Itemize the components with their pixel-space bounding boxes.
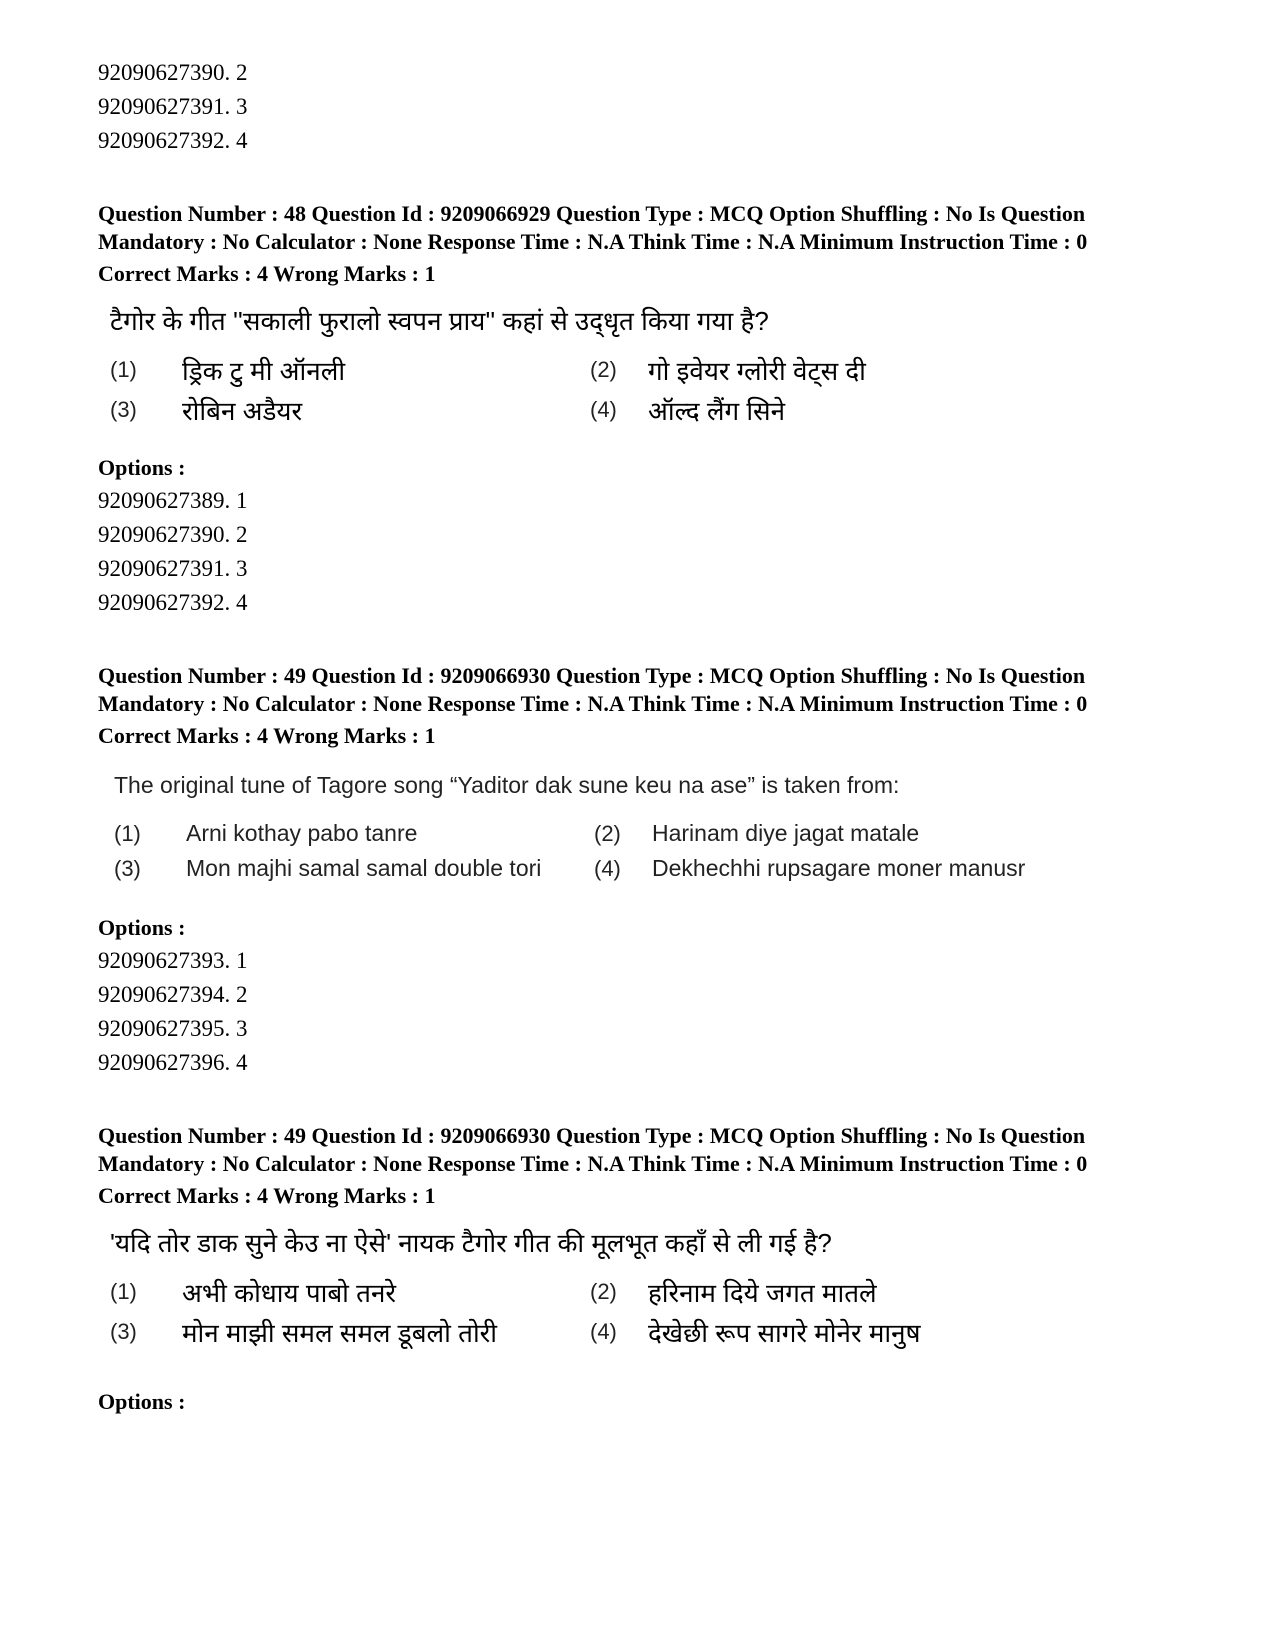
- question-block-49-english: [98, 662, 1178, 1080]
- option-line: 92090627393. 1: [98, 948, 248, 973]
- choice-text: Mon majhi samal samal double tori: [186, 855, 542, 881]
- question-text: 'यदि तोर डाक सुने केउ ना ऐसे' नायक टैगोर गीत की मूलभूत कहाँ से ली गई है?: [110, 1228, 832, 1258]
- choice-number: (3): [114, 855, 141, 881]
- question-marks: Correct Marks : 4 Wrong Marks : 1: [98, 723, 436, 748]
- option-line: 92090627389. 1: [98, 488, 248, 513]
- choice-number: (4): [590, 1319, 617, 1344]
- choice-number: (1): [110, 1279, 137, 1304]
- question-block-48: [98, 200, 1178, 620]
- choice-text: हरिनाम दिये जगत मातले: [648, 1278, 877, 1308]
- choice-text: Dekhechhi rupsagare moner manusr: [652, 855, 1026, 881]
- question-meta: Question Number : 49 Question Id : 9209066930 Question Type : MCQ Option Shuffling : No Is Question Mandatory : No Calculator : None Response Time : N.A Think Time : N.A Minimum Instruction Time : 0: [98, 663, 1088, 716]
- choice-number: (4): [594, 855, 621, 881]
- question-text: टैगोर के गीत ''सकाली फुरालो स्वपन प्राय'' कहां से उद्‌धृत किया गया है?: [110, 306, 769, 336]
- previous-options-list: [98, 56, 1178, 158]
- question-paper-page: [98, 56, 1178, 1418]
- option-line: 92090627392. 4: [98, 128, 248, 153]
- choice-number: (2): [590, 357, 617, 382]
- options-label: Options :: [98, 915, 186, 940]
- choice-text: मोन माझी समल समल डूबलो तोरी: [182, 1318, 498, 1348]
- question-meta: Question Number : 49 Question Id : 9209066930 Question Type : MCQ Option Shuffling : No Is Question Mandatory : No Calculator : None Response Time : N.A Think Time : N.A Minimum Instruction Time : 0: [98, 1123, 1088, 1176]
- choice-text: गो इवेयर ग्लोरी वेट्स दी: [648, 356, 866, 386]
- answer-choices: [98, 1274, 1178, 1350]
- choice-number: (3): [110, 397, 137, 422]
- option-line: 92090627394. 2: [98, 982, 248, 1007]
- question-content: [98, 304, 1178, 428]
- option-line: 92090627390. 2: [98, 60, 248, 85]
- choice-text: रोबिन अडैयर: [182, 396, 303, 426]
- option-line: 92090627391. 3: [98, 556, 248, 581]
- choice-number: (1): [114, 820, 141, 846]
- question-content: [98, 768, 1178, 882]
- choice-text: ड्रिक टु मी ऑनली: [182, 356, 346, 386]
- choice-text: Arni kothay pabo tanre: [186, 820, 418, 846]
- question-content: [98, 1226, 1178, 1350]
- choice-number: (2): [590, 1279, 617, 1304]
- choice-text: ऑल्द लैंग सिने: [648, 396, 786, 426]
- question-meta: Question Number : 48 Question Id : 9209066929 Question Type : MCQ Option Shuffling : No Is Question Mandatory : No Calculator : None Response Time : N.A Think Time : N.A Minimum Instruction Time : 0: [98, 201, 1088, 254]
- option-line: 92090627395. 3: [98, 1016, 248, 1041]
- options-label: Options :: [98, 1389, 186, 1414]
- choice-number: (1): [110, 357, 137, 382]
- question-text: The original tune of Tagore song “Yaditor dak sune keu na ase” is taken from:: [114, 772, 900, 798]
- choice-text: अभी कोधाय पाबो तनरे: [182, 1278, 397, 1308]
- options-label: Options :: [98, 455, 186, 480]
- choice-text: Harinam diye jagat matale: [652, 820, 920, 846]
- choice-number: (3): [110, 1319, 137, 1344]
- choice-text: देखेछी रूप सागरे मोनेर मानुष: [648, 1318, 921, 1348]
- option-line: 92090627392. 4: [98, 590, 248, 615]
- options-list: [98, 484, 1178, 620]
- question-marks: Correct Marks : 4 Wrong Marks : 1: [98, 1183, 436, 1208]
- choice-number: (2): [594, 820, 621, 846]
- answer-choices: [98, 352, 1178, 428]
- option-line: 92090627390. 2: [98, 522, 248, 547]
- question-marks: Correct Marks : 4 Wrong Marks : 1: [98, 261, 436, 286]
- answer-choices: [98, 820, 1178, 882]
- choice-number: (4): [590, 397, 617, 422]
- options-list: [98, 944, 1178, 1080]
- option-line: 92090627391. 3: [98, 94, 248, 119]
- option-line: 92090627396. 4: [98, 1050, 248, 1075]
- question-block-49-hindi: [98, 1122, 1178, 1418]
